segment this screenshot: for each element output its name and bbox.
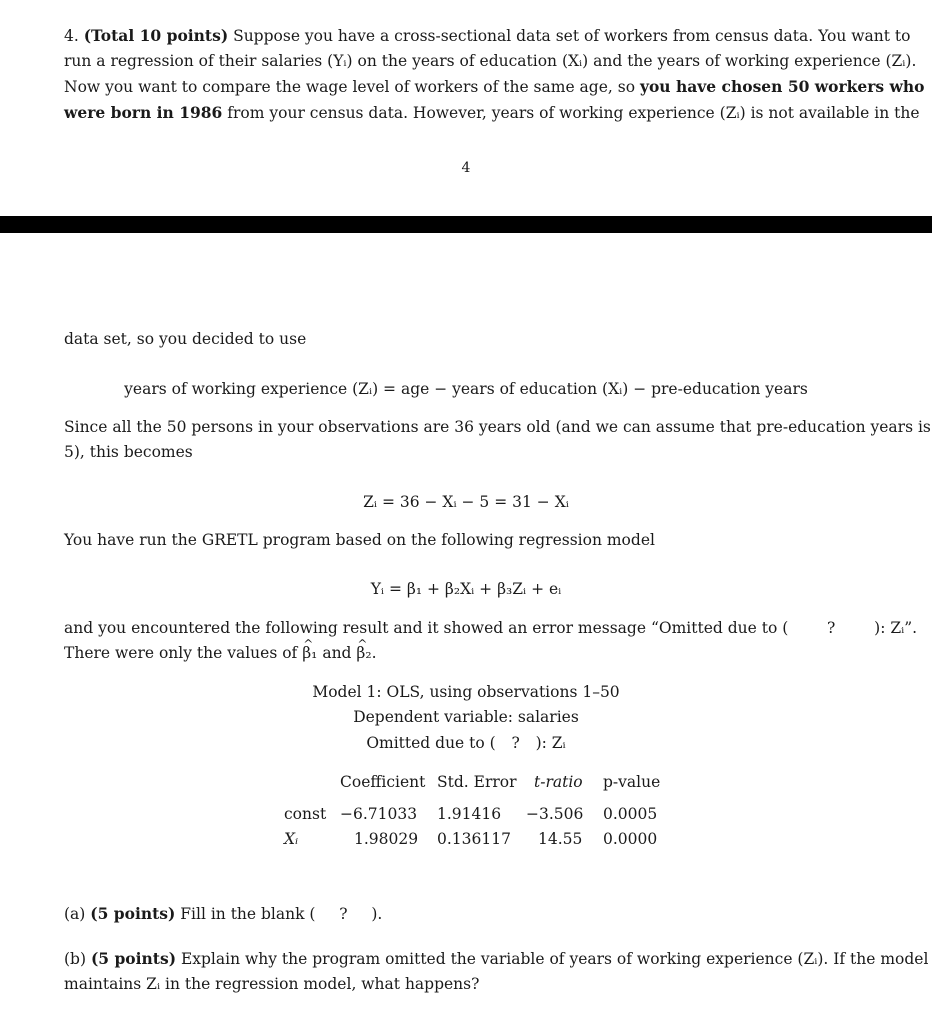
question-line-4-bold: were born in 1986 [64,103,223,122]
cell-t-ratio: −3.506 [526,805,584,823]
cell-p-value: 0.0005 [603,805,658,823]
formula-z: Zᵢ = 36 − Xᵢ − 5 = 31 − Xᵢ [363,493,569,511]
model-omitted [0,731,932,756]
part-a-end: ). [371,905,383,923]
question-line-1 [64,23,911,49]
part-a-blank: ? [339,905,348,923]
page-number: 4 [461,160,471,176]
error-blank: ? [827,619,836,637]
question-line-4 [64,100,920,126]
beta-2-hat: ^ β₂ [356,641,371,666]
header-t-ratio: t-ratio [534,773,583,791]
cell-std-error: 1.91416 [437,805,502,823]
model-omitted-text: Omitted due to ( [366,734,496,752]
cell-coefficient: 1.98029 [354,830,419,848]
header-p-value: p-value [603,773,661,791]
row-name-xi: Xᵢ [284,830,299,848]
part-a-label: (a) [64,905,91,923]
only-values-text: There were only the values of [64,644,303,662]
part-b-points: (5 points) [90,949,177,968]
beta-1-hat: ^ β₁ [302,641,317,666]
question-points: (Total 10 points) [83,26,229,45]
question-line-3-text: Now you want to compare the wage level of workers of the same age, so [64,78,640,96]
question-line-3 [64,74,925,100]
paragraph-error-line-2 [64,641,377,666]
paragraph-since [64,415,931,465]
part-b-label: (b) [64,950,91,968]
model-omitted-blank: ? [511,734,520,752]
table-header-row [276,770,676,795]
paragraph-error-line-1 [64,616,918,641]
question-line-2: run a regression of their salaries (Yᵢ) on the years of education (Xᵢ) and the years of working experience (Zᵢ). [64,52,917,70]
question-line-3-bold: you have chosen 50 workers who [639,77,925,96]
formula-working-experience: years of working experience (Zᵢ) = age − years of education (Xᵢ) − pre-education years [124,380,808,398]
question-line-1-text: Suppose you have a cross-sectional data set of workers from census data. You want to [228,27,911,45]
paragraph-gretl: You have run the GRETL program based on the following regression model [64,531,655,549]
header-coefficient: Coefficient [340,773,426,791]
paragraph-since-line-2: 5), this becomes [64,443,193,461]
part-a-points: (5 points) [90,904,176,923]
model-title: Model 1: OLS, using observations 1–50 [312,683,620,701]
part-b-text-1: Explain why the program omitted the variable of years of working experience (Zᵢ). If the model [176,950,929,968]
question-number: 4. [64,27,84,45]
header-std-error: Std. Error [437,773,517,791]
and-text: and [317,644,357,662]
table-row [276,827,676,852]
formula-regression-model: Yᵢ = β₁ + β₂Xᵢ + β₃Zᵢ + eᵢ [370,580,562,598]
part-b-line-2: maintains Zᵢ in the regression model, what happens? [64,975,480,993]
cell-t-ratio: 14.55 [538,830,583,848]
part-b [64,946,929,997]
question-intro [64,23,925,126]
error-message-text: and you encountered the following result and it showed an error message “Omitted due to ( [64,619,789,637]
cell-std-error: 0.136117 [437,830,511,848]
period: . [371,644,377,662]
model-dependent-variable: Dependent variable: salaries [353,708,579,726]
table-row [276,802,676,827]
paragraph-since-line-1: Since all the 50 persons in your observations are 36 years old (and we can assume that pre-education years is [64,418,931,436]
row-name-const: const [284,805,327,823]
error-message-end: ): Zᵢ”. [874,619,918,637]
model-omitted-end: ): Zᵢ [535,734,566,752]
page-break-bar [0,216,932,233]
continuation-line-1: data set, so you decided to use [64,330,307,348]
cell-coefficient: −6.71033 [340,805,418,823]
cell-p-value: 0.0000 [603,830,658,848]
part-a-text: Fill in the blank ( [175,905,316,923]
part-b-line-1 [64,946,929,972]
part-a [64,901,382,927]
question-line-4-text: from your census data. However, years of working experience (Zᵢ) is not available in the [222,104,920,122]
